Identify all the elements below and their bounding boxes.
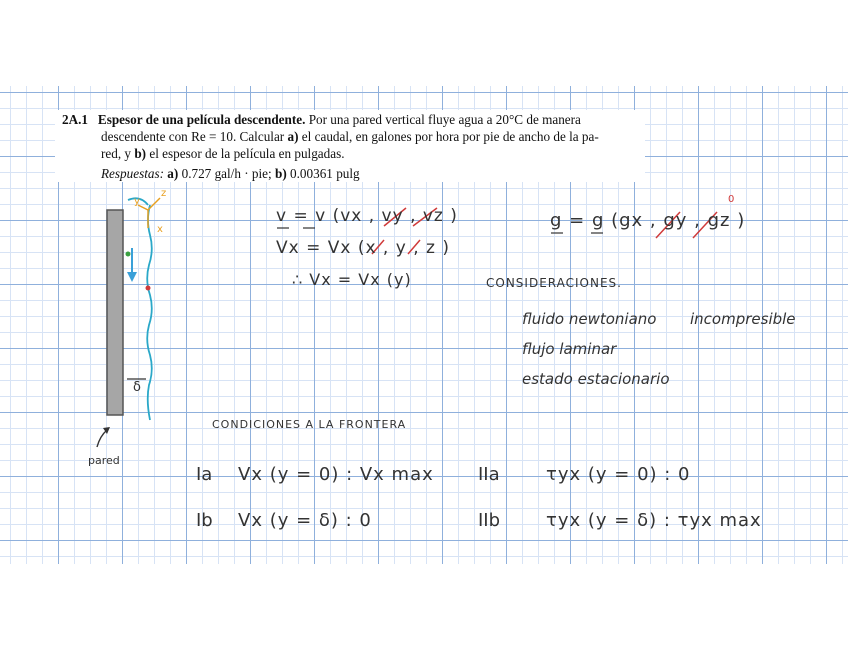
green-dot [126,252,131,257]
eq-gravity: g = g (gx , gy , gz ) [550,210,746,231]
axis-x-label: x [157,224,163,235]
answers-label: Respuestas: [101,166,164,181]
consideration-laminar: flujo laminar [522,340,617,358]
considerations-title: CONSIDERACIONES. [486,276,622,290]
film-surface-line [147,205,152,420]
wall-pointer-arrow [97,430,107,447]
zero-mark: 0 [728,194,735,205]
bc-Ib-label: Ib [196,510,213,531]
consideration-fluid: fluido newtoniano [522,310,657,328]
bc-Ia-label: Ia [196,464,213,485]
consideration-steady: estado estacionario [522,370,670,388]
problem-title: Espesor de una película descendente. [97,112,306,127]
bc-IIb-equation: τyx (y = δ) : τyx max [546,510,762,531]
eq-velocity: v = v (vx , vy , vz ) [276,206,458,226]
z-axis-line [148,198,160,210]
wall-rect [107,210,123,415]
eq-vx: Vx = Vx (x , y , z ) [276,238,450,258]
bc-IIa-label: IIa [478,464,500,485]
problem-line-2: descendente con Re = 10. Calcular a) el caudal, en galones por hora por pie de ancho de la pa- [101,129,599,144]
eq-vx-function: ∴ Vx = Vx (y) [292,270,412,289]
problem-line-1: 2A.1 Espesor de una película descendente. Por una pared vertical fluye agua a 20°C de manera [62,112,581,127]
red-dot [146,286,151,291]
problem-line-3: red, y b) el espesor de la película en pulgadas. [101,146,345,161]
flow-arrow-head [127,272,137,282]
bc-Ib-equation: Vx (y = δ) : 0 [238,510,372,531]
axis-y-label: y [134,196,140,207]
bc-IIa-equation: τyx (y = 0) : 0 [546,464,691,485]
wall-label: pared [88,454,120,467]
axis-z-label: z [161,188,167,199]
boundary-title: CONDICIONES A LA FRONTERA [212,418,407,431]
bc-Ia-equation: Vx (y = 0) : Vx max [238,464,434,485]
problem-number: 2A.1 [62,112,89,127]
consideration-incompressible: incompresible [690,310,796,328]
delta-label: δ [133,380,141,395]
problem-answers: Respuestas: a) 0.727 gal/h · pie; b) 0.00361 pulg [101,166,360,181]
bc-IIb-label: IIb [478,510,501,531]
